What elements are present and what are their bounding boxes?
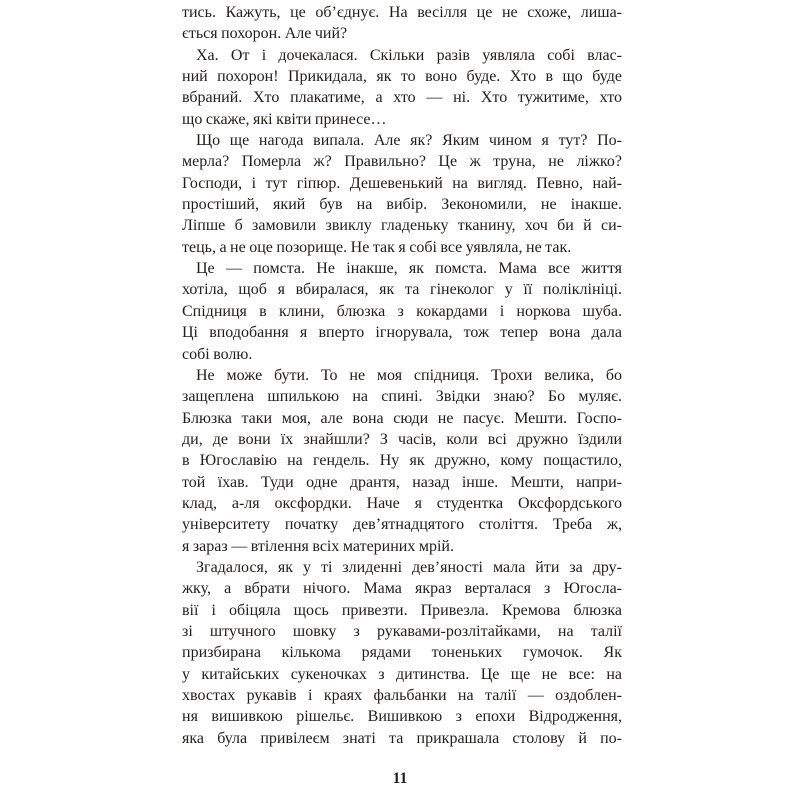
text-line: клад, а-ля оксфордки. Наче я студентка Оксфордського <box>182 494 622 512</box>
text-line: ється похорон. Але чий? <box>182 25 348 43</box>
text-line: Ці вподобання я вперто ігнорувала, тож тепер вона дала <box>182 324 622 342</box>
text-line: зі штучного шовку з рукавами-розлітайками, на талії <box>182 622 622 640</box>
text-line: вбраний. Хто плакатиме, а хто — ні. Хто тужитиме, хто <box>182 89 622 107</box>
text-line: Що ще нагода випала. Але як? Яким чином я тут? По- <box>196 132 622 150</box>
text-line: простіший, який був на вибір. Зекономили, не інакше. <box>182 196 622 214</box>
text-line: Згадалося, як у ті злиденні дев’яності мала йти за дру- <box>196 558 622 576</box>
text-line: університету початку дев’ятнадцятого століття. Треба ж, <box>182 516 622 534</box>
text-line: в Югославію на гендель. Ну як дружно, кому пощастило, <box>182 452 622 470</box>
text-line: яка була привілеєм знаті та прикрашала столову й по- <box>182 729 622 747</box>
text-line: тись. Кажуть, це об’єднує. На весілля це не схоже, лиша- <box>182 4 622 21</box>
page-text-block <box>182 2 622 749</box>
text-line: собі волю. <box>182 345 253 363</box>
text-line: той їхав. Туди одне дрантя, назад інше. Мешти, напри- <box>182 473 622 491</box>
text-line: призбирана кількома рядами тоненьких гумочок. Як <box>182 644 622 662</box>
text-line: Не може бути. То не моя спідниця. Трохи велика, бо <box>196 366 622 384</box>
text-line: мерла? Померла ж? Правильно? Це ж труна, не ліжко? <box>182 153 622 171</box>
text-line: Блюзка таки моя, але вона сюди не пасує. Мешти. Госпо- <box>182 409 622 427</box>
text-line: Це — помста. Не інакше, як помста. Мама все життя <box>196 260 622 278</box>
text-line: ня вишивкою рішельє. Вишивкою з епохи Відродження, <box>182 708 622 726</box>
text-line: що скаже, які квіти принесе… <box>182 110 387 128</box>
text-line: ний похорон! Прикидала, як то воно буде. Хто в що буде <box>182 68 622 86</box>
text-line: жку, а вбрати нічого. Мама якраз верталася з Югосла- <box>182 580 622 598</box>
text-line: Ліпше б замовили звиклу гладеньку тканину, хоч би й си- <box>182 217 622 235</box>
text-line: Ха. От і дочекалася. Скільки разів уявляла собі влас- <box>196 46 622 64</box>
text-line: Спідниця в клини, блюзка з кокардами і норкова шуба. <box>182 302 622 320</box>
text-line: вії і обіцяла щось привезти. Привезла. Кремова блюзка <box>182 601 622 619</box>
text-line: Господи, і тут гіпюр. Дешевенький на вигляд. Певно, най- <box>182 174 622 192</box>
text-line: ди, де вони їх знайшли? З часів, коли всі дружно їздили <box>182 430 622 448</box>
text-line: тець, а не оце позорище. Не так я собі все уявляла, не так. <box>182 238 572 256</box>
text-line: защеплена шпилькою на спині. Звідки знаю? Бо муляє. <box>182 388 622 406</box>
text-line: я зараз — втілення всіх материних мрій. <box>182 537 454 555</box>
page-number: 11 <box>392 770 408 787</box>
text-line: хотіла, щоб я вбиралася, як та гінеколог у її поліклініці. <box>182 281 622 299</box>
text-line: хвостах рукавів і краях фальбанки на талії — оздоблен- <box>182 687 622 704</box>
text-line: у китайських сукеночках з дитинства. Це ще не все: на <box>182 665 622 683</box>
